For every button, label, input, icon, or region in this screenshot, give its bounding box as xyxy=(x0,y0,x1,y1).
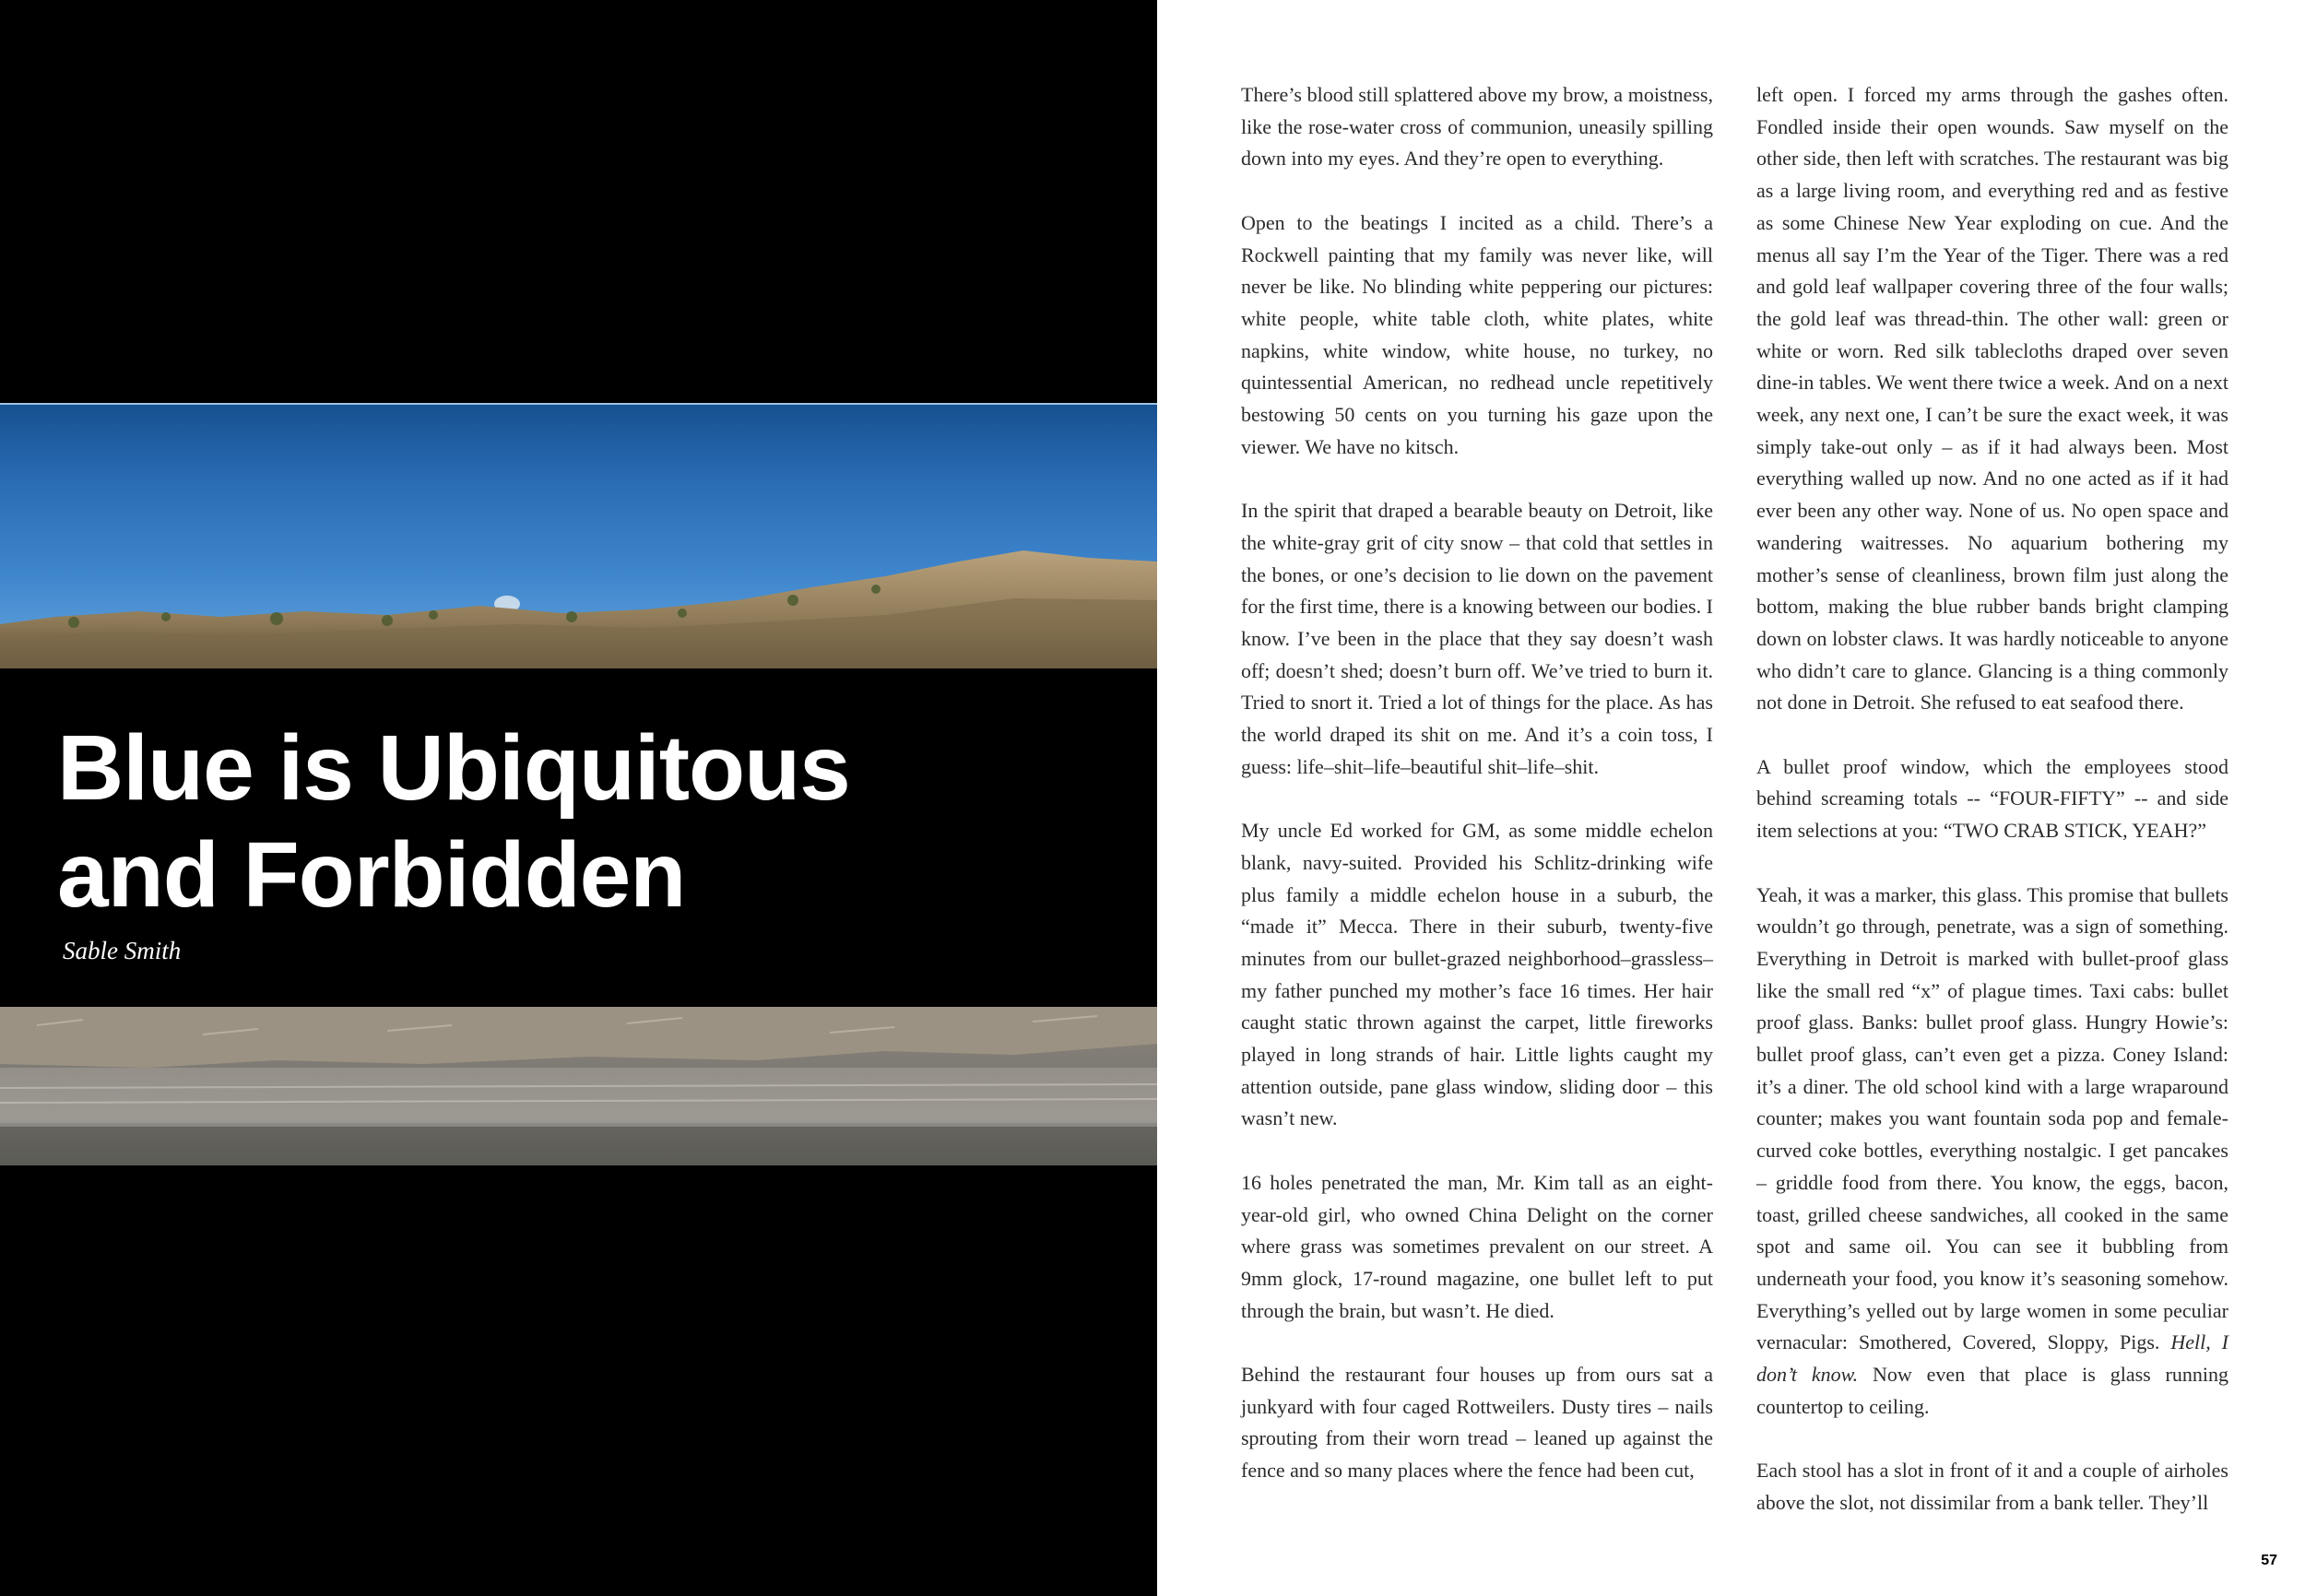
article-title xyxy=(57,715,1117,928)
text-column-1 xyxy=(1241,79,1713,1487)
paragraph: My uncle Ed worked for GM, as some middle echelon blank, navy-suited. Provided his Schlitz-drinking wife plus family a middle echelon house in a suburb, the “made it” Mecca. There in their suburb, twenty-five minutes from our bullet-grazed neighborhood–grassless–my father punched my mother’s face 16 times. Her hair caught static thrown against the carpet, little fireworks played in long strands of hair. Little lights caught my attention outside, pane glass window, sliding door – this wasn’t new. xyxy=(1241,819,1713,1130)
paragraph xyxy=(1756,880,2228,1424)
author-byline: Sable Smith xyxy=(63,937,182,964)
paragraph: Behind the restaurant four houses up from ours sat a junkyard with four caged Rottweilers. Dusty tires – nails sprouting from their worn tread – leaned up against the fence and so many places where the fence had been cut, xyxy=(1241,1363,1713,1483)
paragraph: In the spirit that draped a bearable beauty on Detroit, like the white-gray grit of city snow – that cold that settles in the bones, or one’s decision to lie down on the pavement for the first time, there is a knowing between our bodies. I know. I’ve been in the place that they say doesn’t wash off; doesn’t shed; doesn’t burn off. We’ve tried to burn it. Tried to snort it. Tried a lot of things for the place. As has the world draped its shit on me. And it’s a coin toss, I guess: life–shit–life–beautiful shit–life–shit. xyxy=(1241,499,1713,778)
paragraph: Open to the beatings I incited as a child. There’s a Rockwell painting that my family was never like, will never be like. No blinding white peppering our pictures: white people, white table cloth, white plates, white napkins, white window, white house, no turkey, no quintessential American, no redhead uncle repetitively bestowing 50 cents on you turning his gaze upon the viewer. We have no kitsch. xyxy=(1241,210,1713,458)
photo-sky-hills xyxy=(0,403,1157,668)
shore-illustration xyxy=(0,1007,1157,1165)
photo-shore-water xyxy=(0,1007,1157,1165)
hills-illustration xyxy=(0,403,1157,668)
paragraph: 16 holes penetrated the man, Mr. Kim tall as an eight-year-old girl, who owned China Delight on the corner where grass was sometimes prevalent on our street. A 9mm glock, 17-round magazine, one bullet left to put through the brain, but wasn’t. He died. xyxy=(1241,1170,1713,1322)
paragraph-text: Yeah, it was a marker, this glass. This promise that bullets wouldn’t go through, penetrate, was a sign of something. Everything in Detroit is marked with bullet-proof glass like the small red “x” of plague times. Taxi cabs: bullet proof glass. Banks: bullet proof glass. Hungry Howie’s: bullet proof glass, can’t even get a pizza. Coney Island: it’s a diner. The old school kind with a large wraparound counter; makes you want fountain soda pop and female-curved coke bottles, everything nostalgic. I get pancakes – griddle food from there. You know, the eggs, bacon, toast, grilled cheese sandwiches, all cooked in the same spot and same oil. You can see it bubbling from underneath your food, you know it’s seasoning somehow. Everything’s yelled out by large women in some peculiar vernacular: Smothered, Covered, Sloppy, Pigs. xyxy=(1756,882,2228,1354)
paragraph: left open. I forced my arms through the gashes often. Fondled inside their open wounds. Saw myself on the other side, then left with scratches. The restaurant was big as a large living room, and everything red and as festive as some Chinese New Year exploding on cue. And the menus all say I’m the Year of the Tiger. There was a red and gold leaf wallpaper covering three of the four walls; the gold leaf was thread-thin. The other wall: green or white or worn. Red silk tablecloths draped over seven dine-in tables. We went there twice a week. And on a next week, any next one, I can’t be sure the exact week, it was simply take-out only – as if it had always been. Most everything walled up now. And no one acted as if it had ever been any other way. None of us. No open space and wandering waitresses. No aquarium bothering my mother’s sense of cleanliness, brown film just along the bottom, making the blue rubber bands bright clamping down on lobster claws. It was hardly noticeable to anyone who didn’t care to glance. Glancing is a thing commonly not done in Detroit. She refused to eat seafood there. xyxy=(1756,83,2228,715)
paragraph-text: Now even that place is glass running countertop to ceiling. xyxy=(1756,1363,2228,1418)
paragraph: Each stool has a slot in front of it and a couple of airholes above the slot, not dissimilar from a bank teller. They’ll xyxy=(1756,1459,2228,1514)
paragraph: There’s blood still splattered above my brow, a moistness, like the rose-water cross of communion, uneasily spilling down into my eyes. And they’re open to everything. xyxy=(1241,83,1713,171)
title-line-1: Blue is Ubiquitous xyxy=(57,716,850,820)
page-number: 57 xyxy=(2261,1553,2277,1568)
text-column-2 xyxy=(1756,79,2228,1519)
paragraph: A bullet proof window, which the employees stood behind screaming totals -- “FOUR-FIFTY” -- and side item selections at you: “TWO CRAB STICK, YEAH?” xyxy=(1756,754,2228,843)
title-line-2: and Forbidden xyxy=(57,823,686,927)
italic-phrase: Hell, I don’t know. xyxy=(1756,1330,2229,1387)
